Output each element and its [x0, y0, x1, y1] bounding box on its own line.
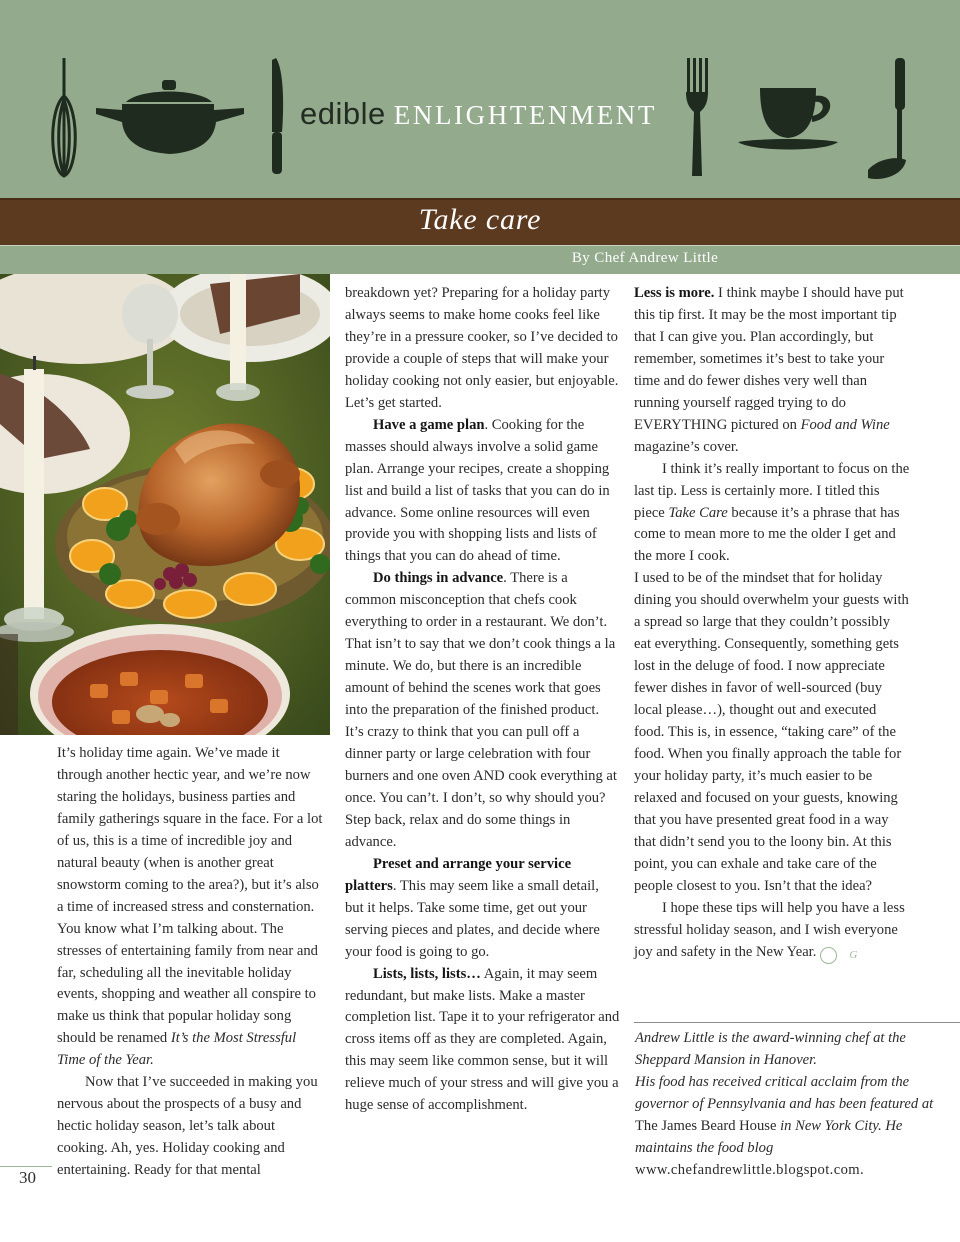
paragraph-breakdown: breakdown yet? Preparing for a holiday party always seems to make home cooks feel like they’re in a pressure cooker, so I’ve decided to provide a couple of steps that will make your holiday cooking not only easier, but enjoyable. Let’s get started. — [345, 285, 619, 411]
article-column-3 — [634, 283, 910, 964]
tip-heading: Less is more. — [634, 285, 715, 301]
bio-divider — [634, 1022, 960, 1023]
tip-lists: Lists, lists, lists… Again, it may seem redundant, but make lists. Make a master completion list. Tape it to your refrigerator and cross items off as they are completed. Again, this may seem like common sense, but it will relieve much of your stress and will give you a huge sense of accomplishment. — [345, 965, 620, 1114]
paragraph-mindset: I used to be of the mindset that for holiday dining you should overwhelm your guests with a spread so large that they couldn’t possibly eat everything. Consequently, something gets lost in the deluge of food. I now appreciate fewer dishes in favor of well-sourced (buy local please…), thought out and executed food. This is, in essence, “taking care” of the food. When you finally approach the table for your holiday party, it’s much easier to be relaxed and focused on your guests, knowing that you have presented great food in a way that didn’t send you to the loony bin. At this point, you can exhale and take care of the people closest to you. Isn’t that the idea? — [634, 570, 909, 894]
paragraph-closing: I hope these tips will help you have a less stressful holiday season, and I wish everyone joy and safety in the New Year. G — [634, 898, 910, 964]
tip-heading: Lists, lists, lists… — [373, 965, 481, 982]
byline-band-left — [0, 246, 330, 274]
title-bar — [0, 198, 960, 246]
end-mark-icon: G — [820, 947, 837, 964]
paragraph-intro: It’s holiday time again. We’ve made it through another hectic year, and we’re now staring the holidays, business parties and family gatherings square in the face. For a lot of us, this is a time of incredible joy and natural beauty (when is another great snowstorm coming to the area?), but it’s also a time of increased stress and consternation. You know what I’m talking about. The stresses of entertaining family from near and far, scheduling all the inevitable holiday events, shopping and weather all conspire to make us think that popular holiday song should be renamed It’s the Most Stressful Time of the Year. — [57, 745, 323, 1069]
tip-heading: Do things in advance — [373, 570, 504, 587]
page-number: 30 — [19, 1168, 36, 1187]
fork-icon — [686, 58, 708, 176]
bio-line-1: Andrew Little is the award-winning chef at the Sheppard Mansion in Hanover. — [635, 1030, 906, 1068]
author-bio — [635, 1028, 935, 1182]
tip-heading: Preset and arrange your service platters — [345, 855, 572, 894]
article-title: Take care — [0, 203, 960, 237]
roast-turkey-illustration — [0, 274, 330, 735]
ladle-icon — [868, 58, 906, 179]
article-column-1 — [57, 743, 323, 1182]
teacup-icon — [738, 88, 838, 150]
bio-line-2: His food has received critical acclaim from the governor of Pennsylvania and has been featured at The James Beard House in New York City. He maintains the food blog — [635, 1073, 934, 1156]
article-byline: By Chef Andrew Little — [571, 250, 719, 266]
tip-heading: Have a game plan — [373, 416, 485, 433]
blog-url: www.chefandrewlittle.blogspot.com. — [635, 1161, 865, 1178]
header-banner — [0, 0, 960, 198]
page-number-rule — [0, 1166, 52, 1167]
tagline-edible: edible — [300, 96, 386, 131]
article-column-2 — [345, 283, 620, 1117]
byline-band — [330, 246, 960, 274]
tip-less-is-more: Less is more. I think maybe I should have put this tip first. It may be the most important tip that I can give you. Plan accordingly, but remember, sometimes it’s best to take your time and do fewer dishes very well than running yourself ragged trying to do EVERYTHING pictured on Food and Wine magazine’s cover. — [634, 285, 904, 455]
turkey-photo — [0, 274, 330, 735]
knife-icon — [272, 58, 283, 174]
tip-in-advance: Do things in advance. There is a common misconception that chefs cook everything to order in a restaurant. We don’t. That isn’t to say that we don’t cook things a la minute. We do, but there is an incredible amount of behind the scenes work that goes into the preparation of the finished product. It’s crazy to think that you can pull off a dinner party or large celebration with four burners and one oven AND cook everything at once. You can’t. I don’t, so why should you? Step back, relax and do some things in advance. — [345, 570, 617, 850]
whisk-icon — [53, 58, 76, 176]
tip-preset-platters: Preset and arrange your service platters. This may seem like a small detail, but it helps. Take some time, get out your serving pieces and plates, and decide where your food is going to go. — [345, 855, 600, 960]
paragraph-cooking: Now that I’ve succeeded in making you nervous about the prospects of a busy and hectic holiday season, let’s talk about cooking. Ah, yes. Holiday cooking and entertaining. Ready for that mental — [57, 1074, 318, 1179]
tip-game-plan: Have a game plan. Cooking for the masses should always involve a solid game plan. Arrange your recipes, create a shopping list and build a list of tasks that you can do in advance. Some online resources will even provide you with shopping lists and lists of things that you can do ahead of time. — [345, 416, 610, 565]
paragraph-take-care: I think it’s really important to focus on the last tip. Less is certainly more. I titled this piece Take Care because it’s a phrase that has come to mean more to me the older I get and the more I cook. — [634, 460, 910, 565]
section-tagline — [300, 96, 657, 132]
pot-icon — [96, 80, 244, 154]
song-title-italic: It’s the Most Stressful Time of the Year. — [57, 1030, 297, 1069]
tagline-enlightenment: ENLIGHTENMENT — [393, 100, 657, 130]
